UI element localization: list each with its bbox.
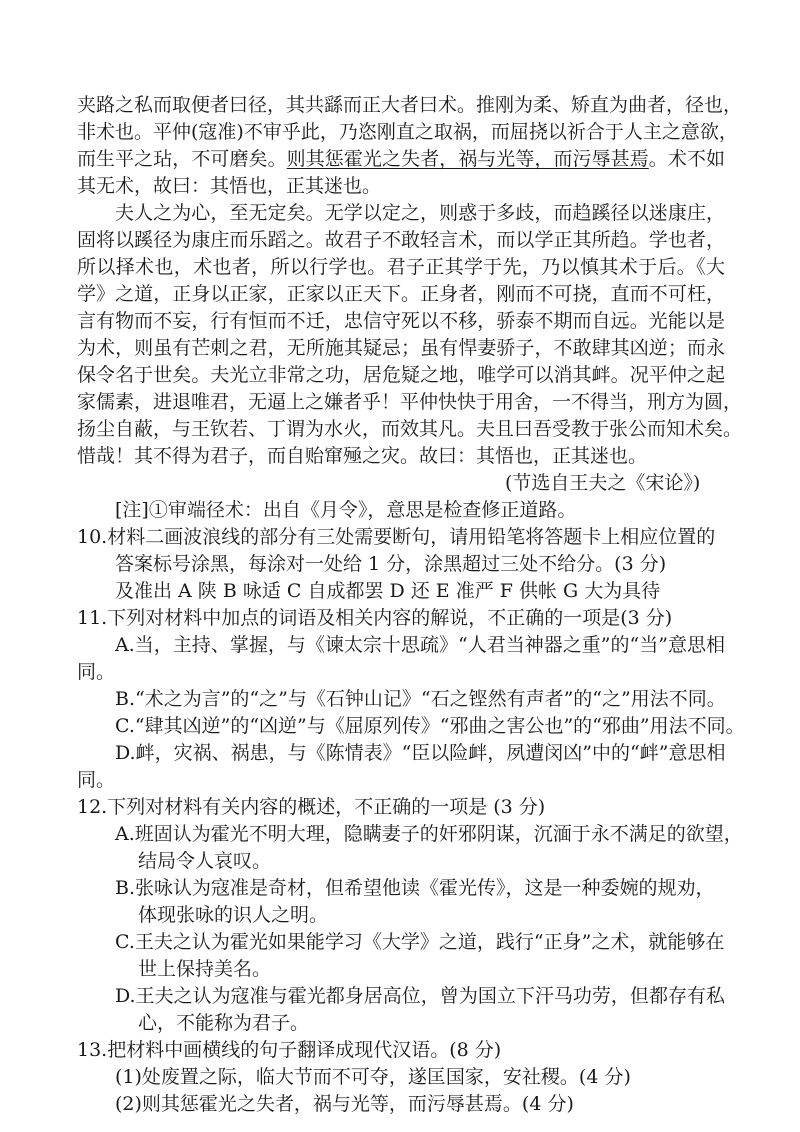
q13-sentence-1: (1)处废置之际，临大节而不可夺，遂匡国家，安社稷。(4 分) bbox=[115, 1066, 631, 1088]
q10-stem: 10.材料二画波浪线的部分有三处需要断句，请用铅笔将答题卡上相应位置的 bbox=[77, 526, 716, 548]
passage-line: 为术，则虽有芒刺之君，无所施其疑忌；虽有悍妻骄子，不敢肆其凶逆；而永 bbox=[77, 337, 725, 359]
passage-text: 。术不如 bbox=[648, 148, 725, 170]
q13-sentence-2: (2)则其惩霍光之失者，祸与光等，而污辱甚焉。(4 分) bbox=[115, 1093, 574, 1115]
q11-option-c: C.“肆其凶逆”的“凶逆”与《屈原列传》“邪曲之害公也”的“邪曲”用法不同。 bbox=[115, 715, 745, 737]
q12-option-b-cont: 体现张咏的识人之明。 bbox=[138, 904, 329, 926]
q12-option-d-cont: 心，不能称为君子。 bbox=[138, 1012, 310, 1034]
passage-line: 其无术，故曰：其悟也，正其迷也。 bbox=[77, 175, 382, 197]
q12-option-c: C.王夫之认为霍光如果能学习《大学》之道，践行“正身”之术，就能够在 bbox=[115, 931, 725, 953]
underlined-sentence: 则其惩霍光之失者，祸与光等，而污辱甚焉 bbox=[286, 148, 649, 170]
passage-note: [注]①审端径术：出自《月令》，意思是检查修正道路。 bbox=[115, 499, 577, 521]
passage-line: 学》之道，正身以正家，正家以正天下。正身者，刚而不可挠，直而不可枉， bbox=[77, 283, 725, 305]
q11-stem: 11.下列对材料中加点的词语及相关内容的解说，不正确的一项是(3 分) bbox=[77, 607, 673, 629]
q12-option-a-cont: 结局令人哀叹。 bbox=[138, 850, 272, 872]
q11-option-a: A.当，主持、掌握，与《谏太宗十思疏》“人君当神器之重”的“当”意思相 bbox=[115, 634, 725, 656]
passage-source: (节选自王夫之《宋论》) bbox=[505, 472, 701, 494]
q12-option-a: A.班固认为霍光不明大理，隐瞒妻子的奸邪阴谋，沉湎于永不满足的欲望， bbox=[115, 823, 743, 845]
passage-line: 惜哉！其不得为君子，而自贻窜殛之灾。故曰：其悟也，正其迷也。 bbox=[77, 445, 648, 467]
passage-line: 夹路之私而取便者曰径，其共繇而正大者曰术。推刚为柔、矫直为曲者，径也， bbox=[77, 94, 743, 116]
q10-sentence: 及准出 A 陕 B 咏适 C 自成都罢 D 还 E 准严 F 供帐 G 大为具待 bbox=[115, 580, 661, 602]
q13-stem: 13.把材料中画横线的句子翻译成现代汉语。(8 分) bbox=[77, 1039, 502, 1061]
passage-line: 固将以蹊径为康庄而乐蹈之。故君子不敢轻言术，而以学正其所趋。学也者， bbox=[77, 229, 725, 251]
q11-option-b: B.“术之为言”的“之”与《石钟山记》“石之铿然有声者”的“之”用法不同。 bbox=[115, 688, 726, 710]
passage-line: 夫人之为心，至无定矣。无学以定之，则惑于多歧，而趋蹊径以迷康庄， bbox=[115, 202, 725, 224]
passage-line: 保令名于世矣。夫光立非常之功，居危疑之地，唯学可以消其衅。况平仲之起 bbox=[77, 364, 725, 386]
q11-option-a-cont: 同。 bbox=[77, 661, 116, 683]
q12-option-c-cont: 世上保持美名。 bbox=[138, 958, 272, 980]
q12-stem: 12.下列对材料有关内容的概述，不正确的一项是 (3 分) bbox=[77, 796, 546, 818]
passage-line-with-underline bbox=[77, 146, 725, 172]
passage-text: 而生平之玷，不可磨矣。 bbox=[77, 148, 287, 170]
q12-option-d: D.王夫之认为寇准与霍光都身居高位，曾为国立下汗马功劳，但都存有私 bbox=[115, 985, 725, 1007]
q12-option-b: B.张咏认为寇准是奇材，但希望他读《霍光传》，这是一种委婉的规劝， bbox=[115, 877, 715, 899]
passage-line: 言有物而不妄，行有恒而不迁，忠信守死以不移，骄泰不期而自远。光能以是 bbox=[77, 310, 725, 332]
passage-line: 家儒素，进退唯君，无逼上之嫌者乎！平仲快快于用舍，一不得当，刑方为圆， bbox=[77, 391, 743, 413]
q11-option-d-cont: 同。 bbox=[77, 769, 116, 791]
passage-line: 所以择术也，术也者，所以行学也。君子正其学于先，乃以慎其术于后。《大 bbox=[77, 256, 725, 278]
q11-option-d: D.衅，灾祸、祸患，与《陈情表》“臣以险衅，夙遭闵凶”中的“衅”意思相 bbox=[115, 742, 726, 764]
passage-line: 非术也。平仲(寇准)不审乎此，乃恣刚直之取祸，而屈挠以祈合于人主之意欲， bbox=[77, 121, 738, 143]
q10-line: 答案标号涂黑，每涂对一处给 1 分，涂黑超过三处不给分。(3 分) bbox=[115, 553, 667, 575]
passage-line: 扬尘自蔽，与王钦若、丁谓为水火，而效其凡。夫且曰吾受教于张公而知术矣。 bbox=[77, 418, 743, 440]
